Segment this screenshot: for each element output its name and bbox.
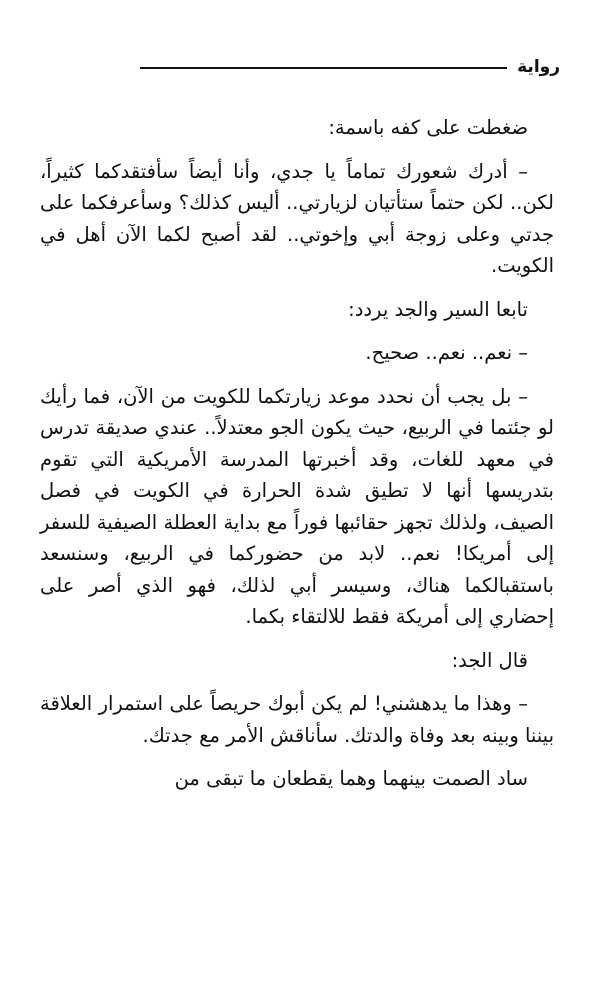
paragraph: – بل يجب أن نحدد موعد زيارتكما للكويت من الآن، فما رأيك لو جئتما في الربيع، حيث يكون الجو معتدلاً.. عندي صديقة تدرس في معهد للغات، وقد أخبرتها المدرسة الأمريكية التي تقوم بتدريسها أنها لا تطيق شدة الحرارة في الكويت في فصل الصيف، ولذلك تجهز حقائبها فوراً مع بداية العطلة الصيفية للسفر إلى أمريكا! نعم.. لابد من حضوركما في الربيع، وسنسعد باستقبالكما هناك، وسيسر أبي لذلك، فهو الذي أصر على إحضاري إلى أمريكة فقط للالتقاء بكما.	[40, 384, 554, 628]
paragraph: تابعا السير والجد يردد:	[348, 297, 528, 321]
paragraph: – وهذا ما يدهشني! لم يكن أبوك حريصاً على استمرار العلاقة بيننا وبينه بعد وفاة والدتك. سأناقش الأمر مع جدتك.	[40, 692, 554, 747]
header-label: رواية	[517, 57, 560, 77]
page-body	[40, 112, 554, 807]
paragraph: – نعم.. نعم.. صحيح.	[365, 341, 528, 364]
header-rule	[140, 67, 507, 69]
paragraph: – أدرك شعورك تماماً يا جدي، وأنا أيضاً سأفتقدكما كثيراً، لكن.. لكن حتماً ستأتيان لزيارتي.. أليس كذلك؟ وسأعرفكما على جدتي وعلى زوجة أبي وإخوتي.. لقد أصبح لكما الآن أهل في الكويت.	[40, 159, 554, 277]
paragraph: ساد الصمت بينهما وهما يقطعان ما تبقى من	[174, 767, 528, 790]
running-header	[140, 52, 560, 82]
paragraph: قال الجد:	[451, 648, 528, 672]
paragraph: ضغطت على كفه باسمة:	[328, 116, 528, 139]
